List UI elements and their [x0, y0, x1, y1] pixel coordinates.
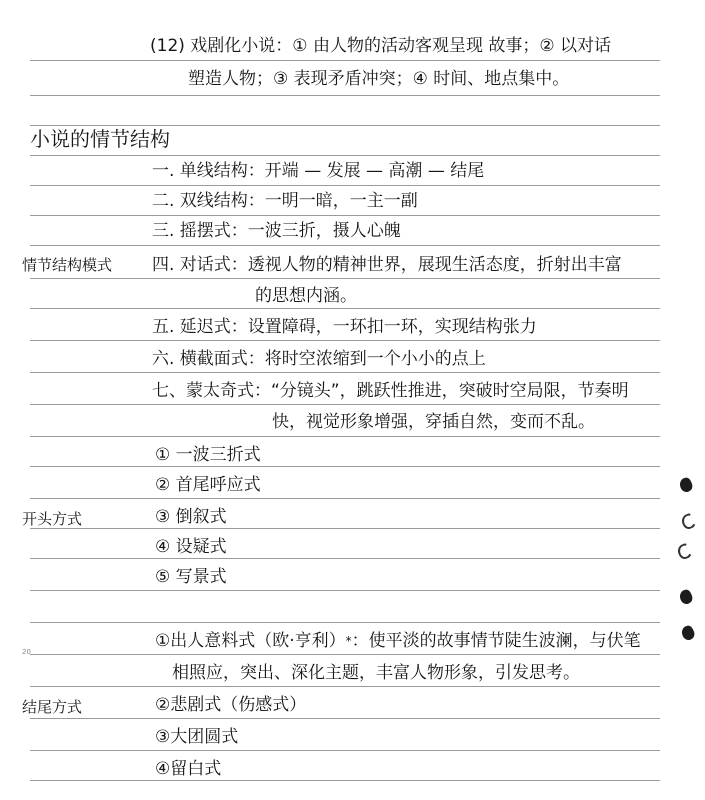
ending-method-item: ④留白式 [155, 759, 222, 779]
plot-pattern-item: 四. 对话式：透视人物的精神世界，展现生活态度，折射出丰富 [152, 255, 622, 275]
ruled-line [30, 780, 660, 781]
plot-pattern-item-continuation: 快，视觉形象增强，穿插自然，变而不乱。 [272, 412, 595, 432]
section-heading: 小说的情节结构 [30, 127, 170, 151]
opening-method-item: ① 一波三折式 [155, 445, 261, 465]
binder-ring-mark [678, 588, 695, 606]
ruled-line [30, 155, 660, 156]
plot-pattern-item-continuation: 的思想内涵。 [255, 286, 357, 306]
ruled-line [30, 340, 660, 341]
binder-ring-mark [680, 624, 697, 642]
item-12-line-2: 塑造人物；③ 表现矛盾冲突；④ 时间、地点集中。 [188, 69, 570, 89]
ruled-line [30, 372, 660, 373]
ending-method-item: ②悲剧式（伤感式） [155, 695, 307, 715]
ending-methods-label: 结尾方式 [22, 698, 83, 716]
ruled-line [30, 185, 660, 186]
ruled-line [30, 404, 660, 405]
ruled-line [30, 750, 660, 751]
plot-pattern-item: 六. 横截面式：将时空浓缩到一个小小的点上 [152, 349, 486, 369]
ending-method-item-1-continuation: 相照应，突出、深化主题，丰富人物形象，引发思考。 [172, 663, 580, 683]
ruled-line [30, 686, 660, 687]
ending-method-item-1 [155, 630, 641, 652]
ruled-line [30, 622, 660, 623]
margin-number: 20 [22, 648, 31, 656]
ruled-line [30, 528, 660, 529]
ruled-line [30, 718, 660, 719]
ending-method-item-1-desc: ：使平淡的故事情节陡生波澜，与伏笔 [351, 631, 641, 651]
ruled-line [30, 60, 660, 61]
binder-ring-mark [679, 512, 697, 531]
opening-method-item: ④ 设疑式 [155, 537, 227, 557]
ruled-line [30, 278, 660, 279]
ruled-line [30, 498, 660, 499]
plot-pattern-item: 二. 双线结构：一明一暗，一主一副 [152, 191, 418, 211]
binder-ring-mark [678, 476, 695, 494]
ruled-line [30, 308, 660, 309]
opening-methods-label: 开头方式 [22, 510, 83, 528]
ending-method-item: ③大团圆式 [155, 727, 239, 747]
item-12-line-1: (12) 戏剧化小说：① 由人物的活动客观呈现 故事；② 以对话 [150, 36, 611, 56]
plot-pattern-item: 一. 单线结构：开端 — 发展 — 高潮 — 结尾 [152, 161, 485, 181]
asterisk-mark: * [345, 634, 352, 648]
ruled-line [30, 590, 660, 591]
ruled-line [30, 245, 660, 246]
plot-pattern-item: 三. 摇摆式：一波三折，摄人心魄 [152, 221, 401, 241]
ruled-line [30, 95, 660, 96]
ruled-line [30, 215, 660, 216]
opening-method-item: ② 首尾呼应式 [155, 475, 261, 495]
ruled-line [30, 558, 660, 559]
opening-method-item: ⑤ 写景式 [155, 567, 227, 587]
ending-method-item-1-name: ①出人意料式（欧·亨利） [155, 631, 346, 651]
ruled-line [30, 466, 660, 467]
plot-pattern-item: 七、蒙太奇式：“分镜头”，跳跃性推进，突破时空局限，节奏明 [152, 381, 629, 401]
ruled-line [30, 436, 660, 437]
binder-ring-mark [675, 542, 693, 561]
opening-method-item: ③ 倒叙式 [155, 507, 227, 527]
plot-pattern-item: 五. 延迟式：设置障碍，一环扣一环，实现结构张力 [152, 317, 537, 337]
ruled-line [30, 654, 660, 655]
plot-patterns-label: 情节结构模式 [22, 256, 113, 274]
